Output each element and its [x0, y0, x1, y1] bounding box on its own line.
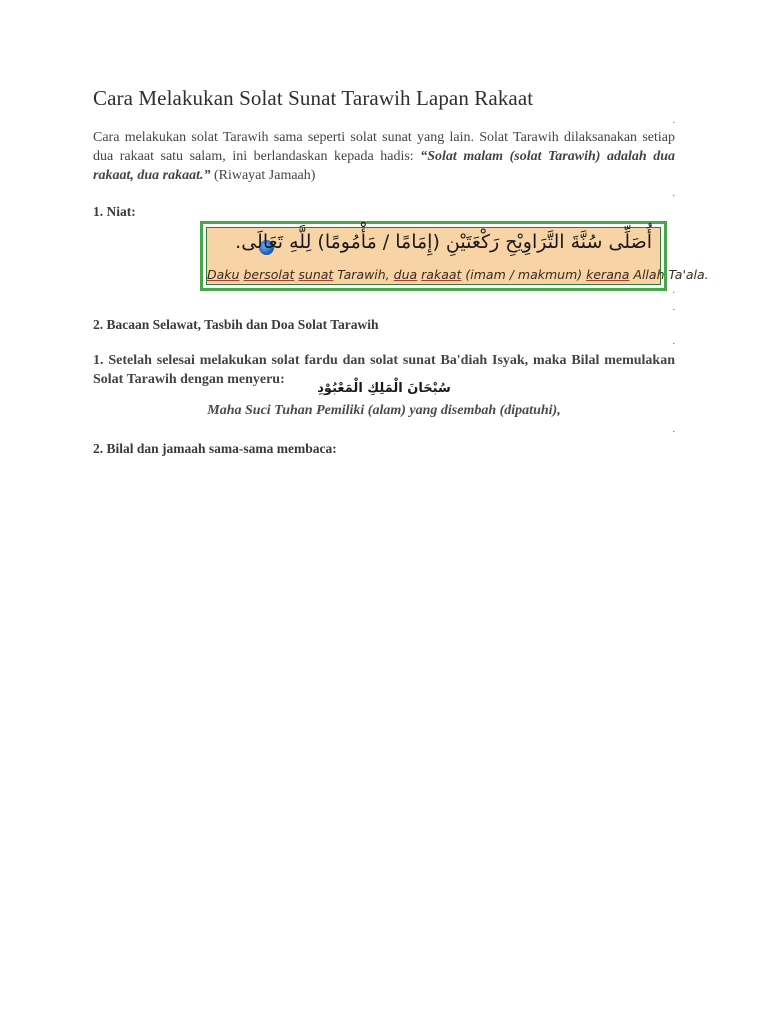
- hadith-source: (Riwayat Jamaah): [210, 168, 316, 183]
- subhan-translation: Maha Suci Tuhan Pemiliki (alam) yang disembah (dipatuhi),: [207, 403, 561, 418]
- step1-paragraph: 1. Setelah selesai melakukan solat fardu dan solat sunat Ba'diah Isyak, maka Bilal memulakan Solat Tarawih dengan menyeru:: [93, 353, 675, 387]
- paragraph-mark: .: [672, 115, 675, 126]
- niat-image-panel: [206, 227, 709, 285]
- section2-heading: 2. Bacaan Selawat, Tasbih dan Doa Solat Tarawih: [93, 317, 379, 332]
- niat-translation: Daku bersolat sunat Tarawih, dua rakaat (imam / makmum) kerana Allah Ta'ala.: [207, 267, 709, 282]
- paragraph-mark: .: [672, 302, 675, 313]
- subhan-arabic: سُبْحَانَ الْمَلِكِ الْمَعْبُوْدِ: [317, 381, 451, 396]
- paragraph-mark: .: [672, 424, 675, 435]
- niat-arabic-text: أُصَلِّى سُنَّةَ التَّرَاوِيْحِ رَكْعَتَيْنِ (إِمَامًا / مَأْمُومًا) لِلَّهِ تَعَالَى.: [235, 231, 652, 253]
- niat-heading: 1. Niat:: [93, 204, 136, 219]
- hadith-quote: “Solat malam (solat Tarawih) adalah dua rakaat, dua rakaat.”: [93, 149, 675, 183]
- paragraph-mark: .: [672, 188, 675, 199]
- page-title: Cara Melakukan Solat Sunat Tarawih Lapan Rakaat: [93, 86, 534, 110]
- intro-text: Cara melakukan solat Tarawih sama seperti solat sunat yang lain. Solat Tarawih dilaksanakan setiap dua rakaat satu salam, ini berlandaskan kepada hadis:: [93, 130, 675, 164]
- paragraph-mark: .: [672, 336, 675, 347]
- step2-heading: 2. Bilal dan jamaah sama-sama membaca:: [93, 441, 337, 456]
- paragraph-mark: .: [672, 285, 675, 296]
- niat-image: [200, 221, 709, 291]
- intro-paragraph: [93, 128, 675, 185]
